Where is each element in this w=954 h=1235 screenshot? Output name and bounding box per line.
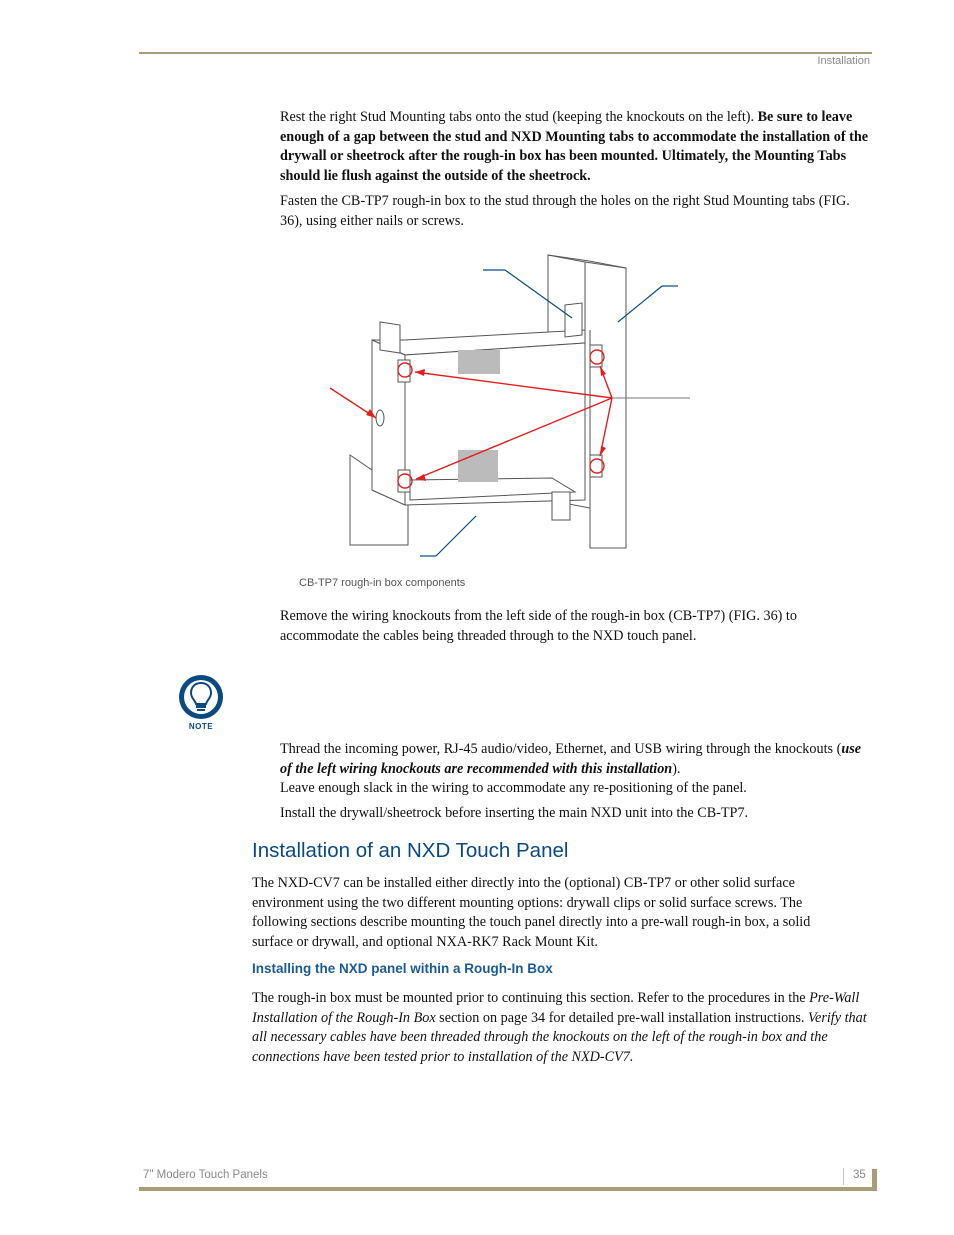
- footer-title: 7" Modero Touch Panels: [143, 1169, 268, 1181]
- subsection-p-start: The rough-in box must be mounted prior to continuing this section. Refer to the procedures in the: [252, 990, 810, 1006]
- drywall-paragraph: Install the drywall/sheetrock before inserting the main NXD unit into the CB-TP7.: [280, 805, 749, 821]
- intro-p1-plain: Rest the right Stud Mounting tabs onto the stud (keeping the knockouts on the left).: [280, 109, 758, 125]
- subsection-body: [252, 989, 872, 1067]
- thread-wiring-paragraph: [280, 740, 865, 779]
- left-mounting-tab: [380, 322, 400, 353]
- slack-paragraph: Leave enough slack in the wiring to accommodate any re-positioning of the panel.: [280, 780, 747, 796]
- thread-emphasis: use of the left wiring knockouts are recommended with this installation: [280, 741, 862, 777]
- right-lower-tab: [552, 492, 570, 520]
- subsection-ref: Pre-Wall Installation of the Rough-In Box: [252, 990, 860, 1026]
- footer-separator: [843, 1168, 844, 1185]
- note-lightbulb-icon: [176, 672, 226, 722]
- footer-corner: [872, 1169, 877, 1191]
- remove-knockouts-paragraph: Remove the wiring knockouts from the left side of the rough-in box (CB-TP7) (FIG. 36) to accommodate the cables being threaded through to the NXD touch panel.: [280, 608, 797, 644]
- subsection-title: Installing the NXD panel within a Rough-In Box: [252, 961, 553, 976]
- section-title: Installation of an NXD Touch Panel: [252, 839, 569, 862]
- knockout-circle: [376, 410, 384, 426]
- right-upper-tab: [565, 303, 582, 337]
- thread-end: ).: [672, 760, 681, 777]
- header-section: Installation: [817, 55, 870, 67]
- footer-rule: [139, 1187, 872, 1191]
- subsection-p-mid: section on page 34 for detailed pre-wall installation instructions.: [435, 1009, 808, 1026]
- thread-plain: Thread the incoming power, RJ-45 audio/video, Ethernet, and USB wiring through the knockouts (: [280, 741, 842, 757]
- page-number: 35: [853, 1169, 866, 1181]
- rough-in-box-figure: [0, 0, 954, 600]
- section-body: The NXD-CV7 can be installed either directly into the (optional) CB-TP7 or other solid surface environment using the two different mounting options: drywall clips or solid surface screws. The following sections describe mounting the touch panel directly into a pre-wall rough-in box, a solid surface or drywall, and optional NXA-RK7 Rack Mount Kit.: [252, 875, 811, 950]
- subsection-italic: Verify that all necessary cables have been threaded through the knockouts on the left of the rough-in box and the connections have been tested prior to installation of the NXD-CV7.: [252, 1009, 867, 1065]
- intro-paragraph-2: Fasten the CB-TP7 rough-in box to the stud through the holes on the right Stud Mounting tabs (FIG. 36), using either nails or screws.: [280, 193, 850, 229]
- figure-caption: CB-TP7 rough-in box components: [299, 577, 466, 589]
- intro-p1-bold: Be sure to leave enough of a gap between the stud and NXD Mounting tabs to accommodate the installation of the drywall or sheetrock after the rough-in box has been mounted. Ultimately, the Mounting Tabs should lie flush against the outside of the sheetrock.: [280, 109, 869, 184]
- note-label: NOTE: [188, 722, 214, 731]
